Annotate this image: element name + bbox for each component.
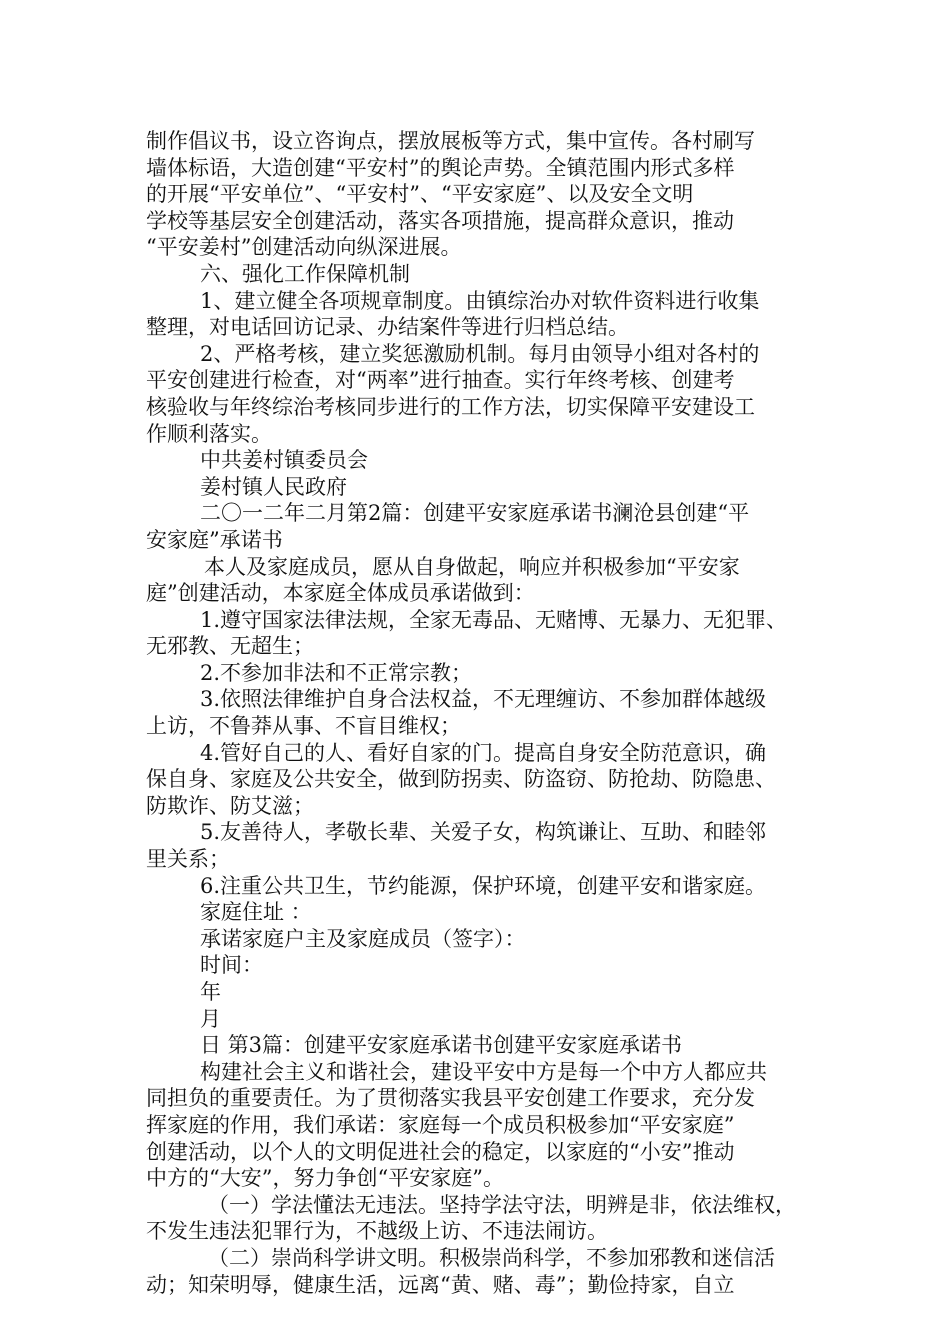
list-item: 4.管好自己的人、看好自家的门。提高自身安全防范意识，确 [200,740,767,765]
form-label: 月 [200,1006,221,1031]
list-item: 5.友善待人，孝敬长辈、关爱子女，构筑谦让、互助、和睦邻 [200,820,767,845]
text-line: 核验收与年终综治考核同步进行的工作方法，切实保障平安建设工 [146,394,755,419]
text-line: 挥家庭的作用，我们承诺：家庭每一个成员积极参加“平安家庭” [146,1112,735,1137]
text-line: 作顺利落实。 [146,421,272,446]
text-line: 日 第3篇：创建平安家庭承诺书创建平安家庭承诺书 [200,1033,683,1058]
document-body [146,128,826,1298]
signature-line: 中共姜村镇委员会 [200,448,368,473]
form-label: 家庭住址 ： [200,900,312,925]
text-line: 里关系； [146,847,230,872]
text-line: 不发生违法犯罪行为，不越级上访、不违法闹访。 [146,1219,608,1244]
text-line: “平安姜村”创建活动向纵深进展。 [146,235,462,260]
text-line: 制作倡议书，设立咨询点，摆放展板等方式，集中宣传。各村刷写 [146,129,755,153]
text-line: （一）学法懂法无违法。坚持学法守法，明辨是非，依法维权， [208,1192,796,1217]
form-label: 承诺家庭户主及家庭成员（签字）： [200,926,526,951]
text-line: 防欺诈、防艾滋； [146,793,314,818]
text-line: 1、建立健全各项规章制度。由镇综治办对软件资料进行收集 [200,288,760,313]
text-line: 创建活动，以个人的文明促进社会的稳定，以家庭的“小安”推动 [146,1139,735,1164]
text-line: 的开展“平安单位”、“平安村”、“平安家庭”、以及安全文明 [146,182,694,207]
text-line: 平安创建进行检查，对“两率”进行抽查。实行年终考核、创建考 [146,368,735,393]
form-label: 年 [200,980,221,1004]
text-line: 二〇一二年二月第2篇：创建平安家庭承诺书澜沧县创建“平 [200,501,750,526]
list-item: 3.依照法律维护自身合法权益，不无理缠访、不参加群体越级 [200,687,767,712]
text-line: 上访，不鲁莽从事、不盲目维权； [146,714,461,739]
text-line: 学校等基层安全创建活动，落实各项措施，提高群众意识，推动 [146,208,734,233]
list-item: 1.遵守国家法律法规，全家无毒品、无赌博、无暴力、无犯罪、 [200,607,788,632]
text-line: 构建社会主义和谐社会，建设平安中方是每一个中方人都应共 [200,1059,767,1084]
text-line: 安家庭”承诺书 [146,527,283,552]
section-heading: 六、强化工作保障机制 [200,261,410,286]
text-line: 中方的“大安”，努力争创“平安家庭”。 [146,1166,504,1191]
text-line: 动；知荣明辱，健康生活，远离“黄、赌、毒”；勤俭持家，自立 [146,1272,735,1297]
text-line: （二）崇尚科学讲文明。积极崇尚科学，不参加邪教和迷信活 [208,1245,775,1270]
text-line: 2、严格考核，建立奖惩激励机制。每月由领导小组对各村的 [200,341,760,366]
text-line: 整理，对电话回访记录、办结案件等进行归档总结。 [146,315,629,340]
signature-line: 姜村镇人民政府 [200,474,347,499]
list-item: 2.不参加非法和不正常宗教； [200,660,473,685]
text-line: 本人及家庭成员，愿从自身做起，响应并积极参加“平安家 [204,554,740,579]
list-item: 6.注重公共卫生，节约能源，保护环境，创建平安和谐家庭。 [200,873,767,898]
form-label: 时间： [200,953,263,978]
text-line: 墙体标语，大造创建“平安村”的舆论声势。全镇范围内形式多样 [146,155,735,180]
text-line: 无邪教、无超生； [146,634,314,659]
text-line: 同担负的重要责任。为了贯彻落实我县平安创建工作要求，充分发 [146,1086,755,1111]
text-line: 保自身、家庭及公共安全，做到防拐卖、防盗窃、防抢劫、防隐患、 [146,767,776,792]
text-line: 庭”创建活动，本家庭全体成员承诺做到： [146,581,535,606]
